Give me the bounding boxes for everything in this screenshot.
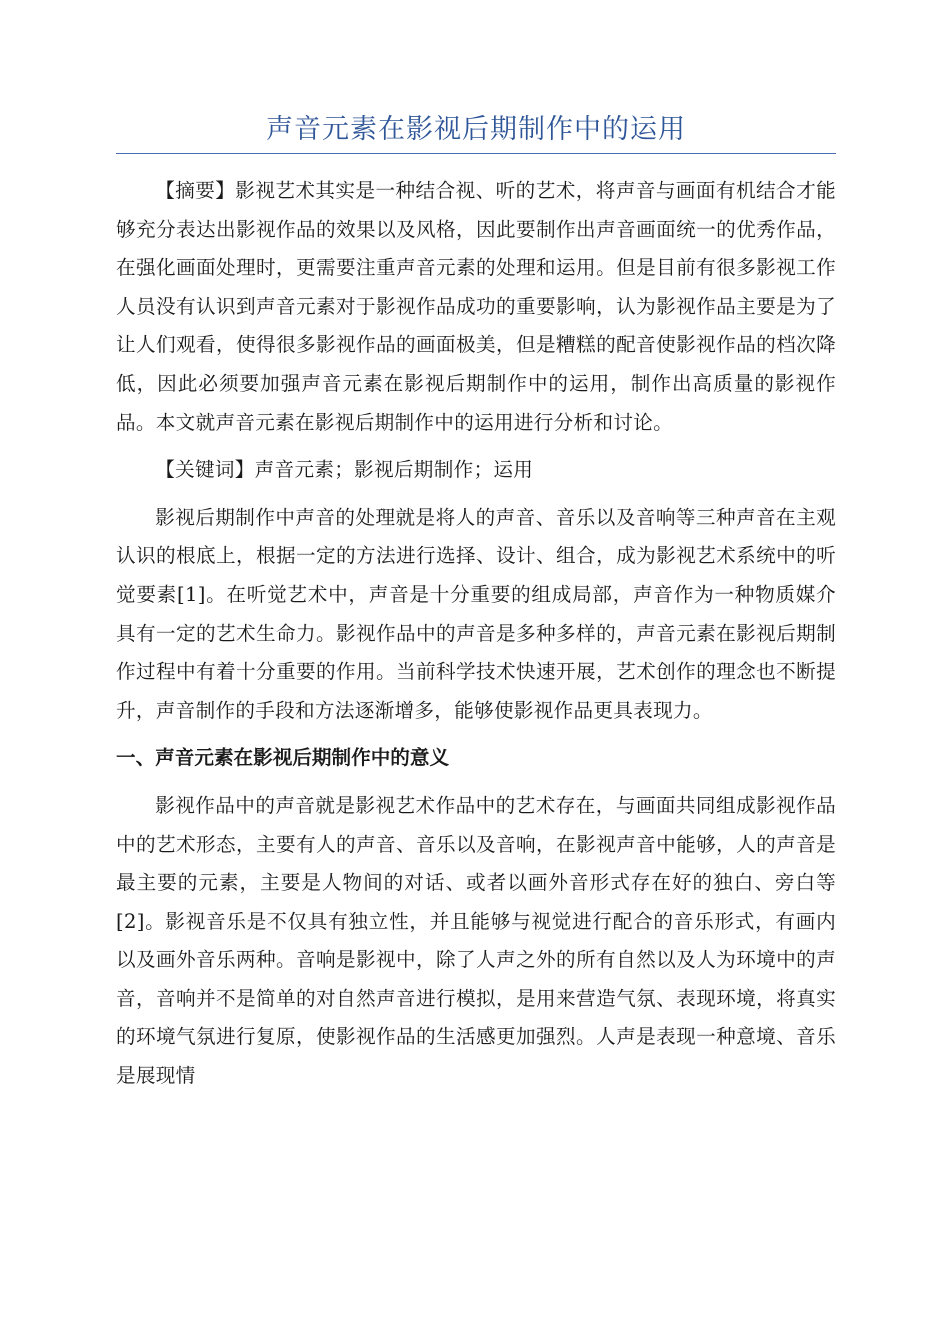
document-page: [116, 110, 836, 1096]
abstract-paragraph: 【摘要】影视艺术其实是一种结合视、听的艺术，将声音与画面有机结合才能够充分表达出影视作品的效果以及风格，因此要制作出声音画面统一的优秀作品，在强化画面处理时，更需要注重声音元素的处理和运用。但是目前有很多影视工作人员没有认识到声音元素对于影视作品成功的重要影响，认为影视作品主要是为了让人们观看，使得很多影视作品的画面极美，但是糟糕的配音使影视作品的档次降低，因此必须要加强声音元素在影视后期制作中的运用，制作出高质量的影视作品。本文就声音元素在影视后期制作中的运用进行分析和讨论。: [116, 179, 836, 434]
title-underline: [116, 153, 836, 154]
section-body-paragraph: 影视作品中的声音就是影视艺术作品中的艺术存在，与画面共同组成影视作品中的艺术形态，主要有人的声音、音乐以及音响，在影视声音中能够，人的声音是最主要的元素，主要是人物间的对话、或者以画外音形式存在好的独白、旁白等[2]。影视音乐是不仅具有独立性，并且能够与视觉进行配合的音乐形式，有画内以及画外音乐两种。音响是影视中，除了人声之外的所有自然以及人为环境中的声音，音响并不是简单的对自然声音进行模拟，是用来营造气氛、表现环境，将真实的环境气氛进行复原，使影视作品的生活感更加强烈。人声是表现一种意境、音乐是展现情: [116, 793, 836, 1088]
keywords-paragraph: 【关键词】声音元素；影视后期制作；运用: [155, 458, 534, 482]
section-heading: 一、声音元素在影视后期制作中的意义: [116, 746, 450, 770]
intro-paragraph: 影视后期制作中声音的处理就是将人的声音、音乐以及音响等三种声音在主观认识的根底上，根据一定的方法进行选择、设计、组合，成为影视艺术系统中的听觉要素[1]。在听觉艺术中，声音是十分重要的组成局部，声音作为一种物质媒介具有一定的艺术生命力。影视作品中的声音是多种多样的，声音元素在影视后期制作过程中有着十分重要的作用。当前科学技术快速开展，艺术创作的理念也不断提升，声音制作的手段和方法逐渐增多，能够使影视作品更具表现力。: [116, 505, 836, 722]
document-title: 声音元素在影视后期制作中的运用: [266, 114, 686, 145]
